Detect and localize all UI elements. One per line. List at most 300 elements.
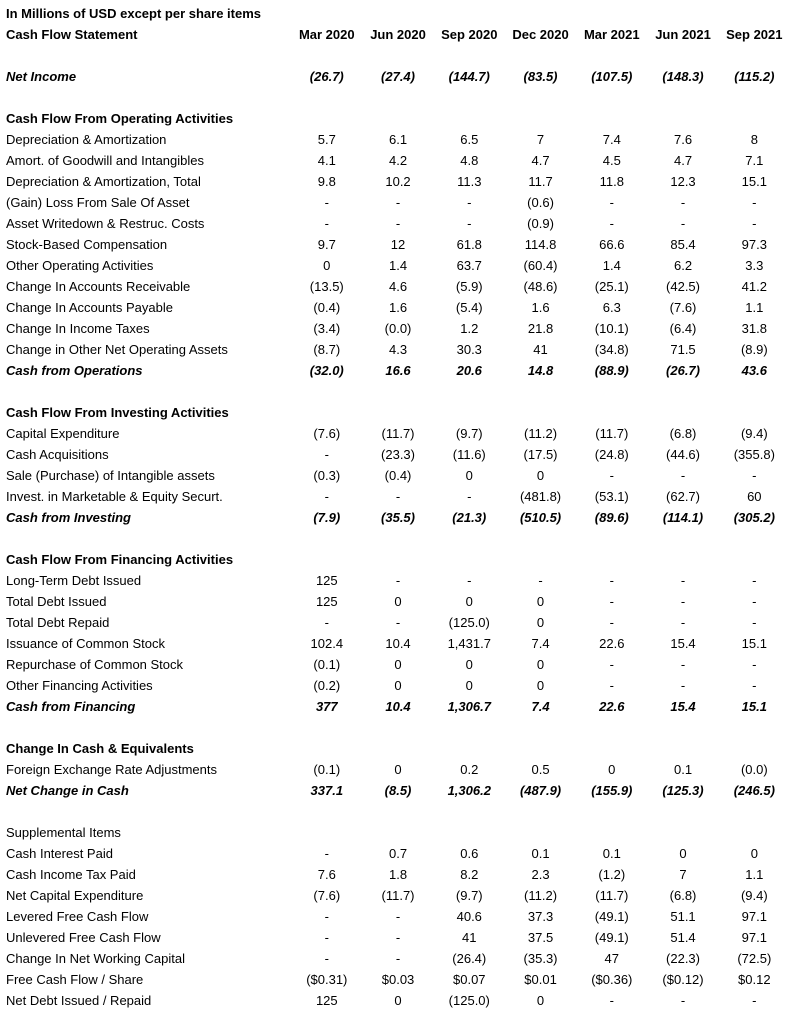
cell-value: 31.8 bbox=[741, 321, 767, 336]
cell-value: 0.1 bbox=[531, 846, 550, 861]
cell-value: (42.5) bbox=[666, 279, 700, 294]
table-row bbox=[0, 969, 790, 990]
cell-value: (25.1) bbox=[594, 279, 629, 294]
cell-value: 15.4 bbox=[670, 636, 696, 651]
cell-value: - bbox=[538, 573, 543, 588]
cell-value: - bbox=[609, 195, 614, 210]
row-label: Total Debt Issued bbox=[6, 594, 107, 609]
cell-value: 40.6 bbox=[456, 909, 482, 924]
cell-value bbox=[505, 381, 576, 402]
row-label: Net Income bbox=[6, 69, 77, 84]
cell-value: 1.2 bbox=[460, 321, 479, 336]
cell-value: - bbox=[680, 468, 686, 483]
cell-value: 15.1 bbox=[741, 174, 767, 189]
row-label: Unlevered Free Cash Flow bbox=[6, 930, 161, 945]
cell-value: (23.3) bbox=[381, 447, 415, 462]
cell-value: - bbox=[752, 216, 757, 231]
cell-value bbox=[647, 549, 718, 570]
spacer-row bbox=[0, 45, 790, 66]
table-row bbox=[0, 66, 790, 87]
cell-value: 71.5 bbox=[670, 342, 696, 357]
row-label: Free Cash Flow / Share bbox=[6, 972, 144, 987]
row-label: Stock-Based Compensation bbox=[6, 237, 168, 252]
cell-value: (305.2) bbox=[733, 510, 775, 525]
cell-value: 1,431.7 bbox=[447, 636, 491, 651]
row-label: Cash from Operations bbox=[6, 363, 143, 378]
cell-value: - bbox=[680, 216, 686, 231]
table-row bbox=[0, 990, 790, 1011]
cell-value: 7.6 bbox=[673, 132, 693, 147]
cell-value: 0 bbox=[679, 846, 687, 861]
cell-value: $0.07 bbox=[453, 972, 486, 987]
cell-value bbox=[362, 549, 433, 570]
cell-value: 0 bbox=[536, 468, 545, 483]
cell-value bbox=[291, 45, 362, 66]
cell-value: - bbox=[467, 489, 472, 504]
row-label bbox=[0, 45, 291, 66]
cell-value bbox=[647, 717, 718, 738]
cell-value: (34.8) bbox=[594, 342, 629, 357]
cell-value: (44.6) bbox=[666, 447, 700, 462]
cell-value bbox=[647, 87, 718, 108]
row-label: Change In Accounts Receivable bbox=[6, 279, 191, 294]
cell-value bbox=[719, 108, 790, 129]
cell-value: - bbox=[609, 993, 614, 1008]
cell-value: 11.3 bbox=[457, 174, 482, 189]
cell-value bbox=[505, 549, 576, 570]
cell-value: (148.3) bbox=[662, 69, 704, 84]
cell-value: - bbox=[395, 930, 401, 945]
cell-value bbox=[719, 402, 790, 423]
cell-value: 7 bbox=[536, 132, 545, 147]
row-label: Cash from Investing bbox=[6, 510, 131, 525]
table-row bbox=[0, 192, 790, 213]
cell-value: 7 bbox=[679, 867, 687, 882]
row-label: Supplemental Items bbox=[6, 825, 121, 840]
cell-value: 1.6 bbox=[388, 300, 408, 315]
row-label bbox=[0, 717, 291, 738]
cell-value: - bbox=[752, 468, 757, 483]
cell-value bbox=[434, 717, 505, 738]
cell-value: - bbox=[324, 930, 329, 945]
cell-value: 4.8 bbox=[460, 153, 479, 168]
table-row bbox=[0, 570, 790, 591]
cell-value: (115.2) bbox=[734, 69, 775, 84]
cell-value: 0 bbox=[394, 993, 402, 1008]
spacer-row bbox=[0, 87, 790, 108]
cell-value: 0.1 bbox=[673, 762, 693, 777]
cell-value: - bbox=[324, 846, 329, 861]
cell-value: (155.9) bbox=[591, 783, 633, 798]
cell-value: (60.4) bbox=[523, 258, 558, 273]
cell-value: 37.5 bbox=[527, 930, 554, 945]
cell-value: 4.7 bbox=[531, 153, 550, 168]
table-row bbox=[0, 213, 790, 234]
spacer-row bbox=[0, 528, 790, 549]
cell-value bbox=[505, 108, 576, 129]
cell-value: $0.12 bbox=[738, 972, 771, 987]
table-row bbox=[0, 633, 790, 654]
cell-value: - bbox=[609, 615, 614, 630]
row-label: Cash Interest Paid bbox=[6, 846, 113, 861]
cell-value: $0.01 bbox=[524, 972, 557, 987]
cell-value: - bbox=[467, 195, 472, 210]
table-row bbox=[0, 906, 790, 927]
table-row bbox=[0, 339, 790, 360]
cell-value: (3.4) bbox=[313, 321, 341, 336]
row-label: Net Capital Expenditure bbox=[6, 888, 144, 903]
row-label: Change In Net Working Capital bbox=[6, 951, 185, 966]
period-header: Jun 2021 bbox=[655, 27, 711, 42]
cell-value: (0.1) bbox=[313, 762, 341, 777]
cell-value: 85.4 bbox=[670, 237, 696, 252]
cell-value: - bbox=[467, 216, 472, 231]
cell-value bbox=[362, 822, 433, 843]
cell-value: 1.1 bbox=[745, 300, 764, 315]
table-row bbox=[0, 276, 790, 297]
cell-value: 41 bbox=[533, 342, 548, 357]
cell-value: - bbox=[752, 573, 757, 588]
cell-value: (8.9) bbox=[740, 342, 768, 357]
cell-value: (0.0) bbox=[740, 762, 768, 777]
cell-value bbox=[362, 801, 433, 822]
cell-value: - bbox=[609, 468, 614, 483]
cell-value bbox=[505, 801, 576, 822]
cell-value: (7.6) bbox=[669, 300, 697, 315]
cell-value: (144.7) bbox=[448, 69, 490, 84]
cell-value: 125 bbox=[315, 594, 338, 609]
cell-value: (11.7) bbox=[381, 888, 415, 903]
cell-value: 337.1 bbox=[310, 783, 344, 798]
cell-value: - bbox=[324, 216, 329, 231]
cell-value bbox=[719, 717, 790, 738]
cell-value bbox=[434, 738, 505, 759]
cell-value bbox=[362, 108, 433, 129]
cell-value bbox=[647, 45, 718, 66]
cell-value: (9.7) bbox=[455, 888, 483, 903]
cell-value: (125.0) bbox=[448, 615, 490, 630]
cell-value: (11.6) bbox=[452, 447, 486, 462]
cell-value: 0 bbox=[536, 678, 545, 693]
cell-value: 14.8 bbox=[527, 363, 554, 378]
cell-value bbox=[576, 108, 647, 129]
cell-value: - bbox=[680, 657, 686, 672]
cell-value: 1.6 bbox=[531, 300, 550, 315]
table-row bbox=[0, 360, 790, 381]
row-label bbox=[0, 87, 291, 108]
section-header-row bbox=[0, 549, 790, 570]
cell-value bbox=[576, 717, 647, 738]
cell-value: (355.8) bbox=[733, 447, 775, 462]
cell-value bbox=[505, 45, 576, 66]
cell-value: 0 bbox=[536, 615, 545, 630]
cell-value bbox=[291, 738, 362, 759]
cell-value: 0 bbox=[608, 762, 616, 777]
cell-value bbox=[576, 45, 647, 66]
cell-value: $0.03 bbox=[381, 972, 415, 987]
cell-value: - bbox=[680, 195, 686, 210]
cell-value: 7.6 bbox=[317, 867, 336, 882]
cell-value: 51.4 bbox=[670, 930, 696, 945]
cell-value bbox=[362, 45, 433, 66]
cell-value: 8.2 bbox=[460, 867, 479, 882]
cell-value: (88.9) bbox=[594, 363, 629, 378]
cell-value bbox=[576, 822, 647, 843]
table-row bbox=[0, 423, 790, 444]
row-label: Change in Other Net Operating Assets bbox=[6, 342, 228, 357]
cell-value bbox=[362, 381, 433, 402]
cell-value bbox=[434, 822, 505, 843]
cell-value bbox=[291, 549, 362, 570]
cell-value: 4.5 bbox=[602, 153, 621, 168]
cell-value bbox=[434, 381, 505, 402]
cell-value bbox=[362, 717, 433, 738]
cell-value: 10.2 bbox=[385, 174, 411, 189]
cell-value: 0 bbox=[536, 993, 545, 1008]
cell-value: - bbox=[609, 594, 614, 609]
cell-value bbox=[719, 87, 790, 108]
cell-value: (49.1) bbox=[594, 909, 629, 924]
cell-value bbox=[647, 528, 718, 549]
cell-value: - bbox=[395, 951, 401, 966]
cell-value: 0 bbox=[394, 594, 402, 609]
cell-value bbox=[434, 549, 505, 570]
table-row bbox=[0, 675, 790, 696]
cell-value: 0.6 bbox=[460, 846, 479, 861]
cell-value: (62.7) bbox=[666, 489, 700, 504]
cell-value: (125.3) bbox=[662, 783, 704, 798]
table-row bbox=[0, 318, 790, 339]
cell-value: (6.8) bbox=[669, 426, 697, 441]
cell-value bbox=[647, 402, 718, 423]
row-label bbox=[0, 801, 291, 822]
cell-value: (487.9) bbox=[519, 783, 562, 798]
table-row bbox=[0, 171, 790, 192]
cell-value: 12 bbox=[390, 237, 406, 252]
cell-value: (0.0) bbox=[384, 321, 412, 336]
table-row bbox=[0, 759, 790, 780]
cell-value bbox=[647, 108, 718, 129]
cell-value: - bbox=[324, 489, 329, 504]
cell-value: 11.8 bbox=[599, 174, 624, 189]
cell-value bbox=[719, 381, 790, 402]
cell-value: ($0.12) bbox=[662, 972, 704, 987]
cell-value: 0 bbox=[465, 594, 473, 609]
cell-value: 1.8 bbox=[388, 867, 408, 882]
table-row bbox=[0, 297, 790, 318]
cell-value: 0 bbox=[465, 678, 473, 693]
cell-value: 114.8 bbox=[524, 237, 557, 252]
cell-value: (21.3) bbox=[452, 510, 487, 525]
section-header-row bbox=[0, 108, 790, 129]
cell-value: (8.7) bbox=[313, 342, 341, 357]
cell-value bbox=[434, 108, 505, 129]
cell-value: (17.5) bbox=[523, 447, 558, 462]
table-row bbox=[0, 129, 790, 150]
cell-value bbox=[505, 402, 576, 423]
cell-value bbox=[291, 717, 362, 738]
cell-value: 3.3 bbox=[745, 258, 764, 273]
cell-value: 97.1 bbox=[741, 909, 767, 924]
table-row bbox=[0, 654, 790, 675]
cell-value bbox=[576, 87, 647, 108]
cell-value bbox=[719, 822, 790, 843]
cell-value: 41 bbox=[462, 930, 477, 945]
cash-flow-table bbox=[0, 3, 790, 1011]
cell-value: (5.4) bbox=[455, 300, 483, 315]
cell-value: - bbox=[609, 678, 614, 693]
row-label: Change In Income Taxes bbox=[6, 321, 150, 336]
period-header: Dec 2020 bbox=[512, 27, 569, 42]
header-row bbox=[0, 24, 790, 45]
cell-value: (11.7) bbox=[595, 888, 629, 903]
cell-value bbox=[576, 381, 647, 402]
cell-value: - bbox=[752, 678, 757, 693]
table-row bbox=[0, 465, 790, 486]
cell-value: - bbox=[680, 678, 686, 693]
cell-value: (0.9) bbox=[527, 216, 554, 231]
cell-value: - bbox=[395, 195, 401, 210]
cell-value: - bbox=[324, 615, 329, 630]
row-label: Net Change in Cash bbox=[6, 783, 129, 798]
table-row bbox=[0, 444, 790, 465]
cell-value: (35.3) bbox=[523, 951, 558, 966]
cell-value bbox=[719, 801, 790, 822]
cell-value: 1,306.2 bbox=[447, 783, 491, 798]
cell-value bbox=[434, 87, 505, 108]
cell-value: 20.6 bbox=[456, 363, 482, 378]
cell-value: (7.6) bbox=[313, 426, 341, 441]
cell-value bbox=[362, 738, 433, 759]
period-header: Mar 2020 bbox=[298, 27, 355, 42]
cell-value: (481.8) bbox=[519, 489, 562, 504]
cell-value: 6.5 bbox=[460, 132, 479, 147]
table-row bbox=[0, 591, 790, 612]
cell-value bbox=[362, 528, 433, 549]
cell-value: - bbox=[752, 657, 757, 672]
cell-value: - bbox=[680, 615, 686, 630]
period-header: Sep 2021 bbox=[726, 27, 783, 42]
spacer-row bbox=[0, 801, 790, 822]
cell-value: 0.2 bbox=[460, 762, 479, 777]
cell-value: 125 bbox=[315, 573, 338, 588]
cell-value bbox=[291, 87, 362, 108]
cell-value bbox=[505, 528, 576, 549]
cell-value: 102.4 bbox=[310, 636, 344, 651]
cell-value: 97.1 bbox=[741, 930, 767, 945]
cell-value: 66.6 bbox=[599, 237, 625, 252]
cell-value: (107.5) bbox=[591, 69, 633, 84]
cell-value: (7.6) bbox=[313, 888, 341, 903]
cell-value: 4.7 bbox=[673, 153, 693, 168]
cell-value bbox=[719, 738, 790, 759]
cell-value bbox=[291, 108, 362, 129]
row-label: Sale (Purchase) of Intangible assets bbox=[6, 468, 215, 483]
cell-value: - bbox=[324, 951, 329, 966]
cell-value: - bbox=[609, 573, 614, 588]
cell-value: (11.2) bbox=[524, 888, 558, 903]
cell-value: (32.0) bbox=[309, 363, 344, 378]
cell-value bbox=[291, 381, 362, 402]
cell-value bbox=[576, 528, 647, 549]
row-label: Invest. in Marketable & Equity Securt. bbox=[6, 489, 223, 504]
cell-value: 0 bbox=[394, 657, 402, 672]
table-row bbox=[0, 780, 790, 801]
table-row bbox=[0, 150, 790, 171]
row-label: Issuance of Common Stock bbox=[6, 636, 165, 651]
period-header: Jun 2020 bbox=[370, 27, 426, 42]
cell-value: (11.7) bbox=[381, 426, 415, 441]
table-row bbox=[0, 864, 790, 885]
cell-value: 15.4 bbox=[670, 699, 696, 714]
cell-value: 377 bbox=[315, 699, 338, 714]
cell-value: 7.4 bbox=[531, 699, 550, 714]
cell-value: (48.6) bbox=[523, 279, 558, 294]
cell-value: (0.1) bbox=[313, 657, 341, 672]
cell-value bbox=[434, 402, 505, 423]
cell-value: 6.2 bbox=[673, 258, 693, 273]
cell-value bbox=[719, 45, 790, 66]
cell-value: 21.8 bbox=[527, 321, 554, 336]
row-label: Other Financing Activities bbox=[6, 678, 153, 693]
cell-value bbox=[362, 402, 433, 423]
cell-value: (0.4) bbox=[384, 468, 412, 483]
cell-value: 4.3 bbox=[388, 342, 408, 357]
cell-value bbox=[434, 45, 505, 66]
cell-value: 5.7 bbox=[317, 132, 336, 147]
cell-value: (11.2) bbox=[524, 426, 558, 441]
period-header: Sep 2020 bbox=[441, 27, 498, 42]
cell-value bbox=[291, 822, 362, 843]
cell-value: 47 bbox=[604, 951, 620, 966]
cell-value: (9.7) bbox=[455, 426, 483, 441]
cell-value: 0 bbox=[323, 258, 331, 273]
cell-value bbox=[434, 801, 505, 822]
cell-value: - bbox=[680, 594, 686, 609]
cell-value bbox=[576, 738, 647, 759]
row-label bbox=[0, 528, 291, 549]
cell-value: (114.1) bbox=[662, 510, 704, 525]
cell-value: 37.3 bbox=[527, 909, 554, 924]
cell-value: (246.5) bbox=[733, 783, 775, 798]
cell-value: 7.4 bbox=[531, 636, 550, 651]
cell-value: (89.6) bbox=[594, 510, 629, 525]
cell-value: 97.3 bbox=[741, 237, 767, 252]
cell-value bbox=[362, 87, 433, 108]
cell-value: (72.5) bbox=[737, 951, 772, 966]
cell-value: 0 bbox=[394, 678, 402, 693]
cell-value: (53.1) bbox=[594, 489, 629, 504]
cell-value: (0.4) bbox=[313, 300, 341, 315]
cell-value: - bbox=[680, 993, 686, 1008]
cell-value: 63.7 bbox=[456, 258, 482, 273]
row-label: Depreciation & Amortization, Total bbox=[6, 174, 201, 189]
cell-value: 43.6 bbox=[741, 363, 767, 378]
cell-value bbox=[647, 822, 718, 843]
cell-value: (0.3) bbox=[313, 468, 341, 483]
row-label: (Gain) Loss From Sale Of Asset bbox=[6, 195, 190, 210]
cell-value: 51.1 bbox=[670, 909, 696, 924]
cell-value: 4.6 bbox=[388, 279, 408, 294]
cell-value: 1,306.7 bbox=[447, 699, 491, 714]
cell-value: (125.0) bbox=[448, 993, 490, 1008]
cell-value: 1.4 bbox=[388, 258, 408, 273]
cell-value: (8.5) bbox=[384, 783, 412, 798]
cell-value: 8 bbox=[750, 132, 758, 147]
row-label: Amort. of Goodwill and Intangibles bbox=[6, 153, 204, 168]
spacer-row bbox=[0, 381, 790, 402]
cell-value: (26.7) bbox=[309, 69, 344, 84]
